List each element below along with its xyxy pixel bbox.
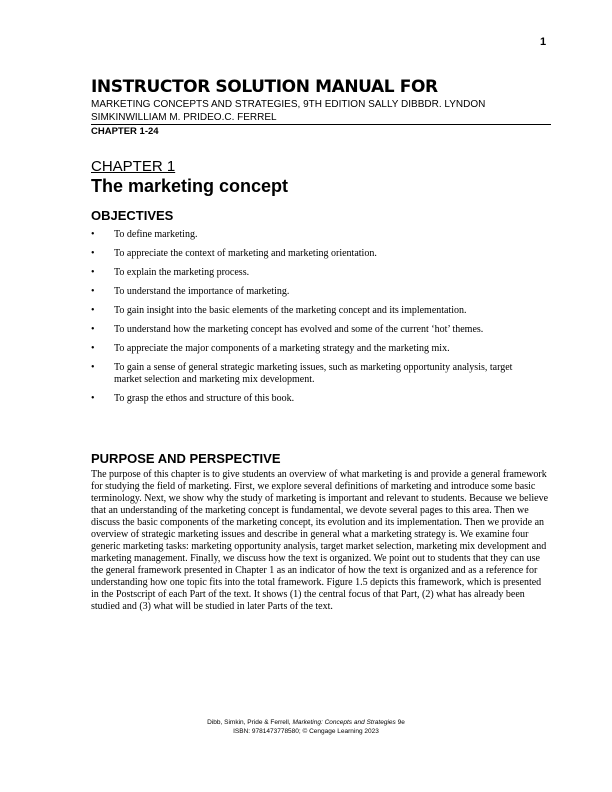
objective-text: To explain the marketing process. bbox=[114, 267, 250, 278]
bullet-icon: • bbox=[91, 305, 95, 316]
objective-item bbox=[91, 324, 531, 336]
objective-text: To understand how the marketing concept has evolved and some of the current ‘hot’ themes. bbox=[114, 324, 484, 335]
objective-item bbox=[91, 229, 531, 241]
footer-edition: 9e bbox=[397, 719, 405, 726]
objective-text: To grasp the ethos and structure of this book. bbox=[114, 393, 295, 404]
page-number: 1 bbox=[540, 36, 547, 48]
objectives-heading: OBJECTIVES bbox=[91, 208, 174, 223]
bullet-icon: • bbox=[91, 267, 95, 278]
objective-item bbox=[91, 362, 531, 386]
objective-text: To define marketing. bbox=[114, 229, 198, 240]
chapter-title: The marketing concept bbox=[91, 176, 289, 196]
chapter-range: CHAPTER 1-24 bbox=[91, 126, 159, 137]
bullet-icon: • bbox=[91, 229, 95, 240]
purpose-paragraph: The purpose of this chapter is to give students an overview of what marketing is and provide a general framework for studying the field of marketing. First, we explore several definitions of marketing and introduce some basic terminology. Next, we show why the study of marketing is important and relevant to students. Because we believe that an understanding of the marketing concept is fundamental, we devote several pages to this area. Then we discuss the basic components of the marketing concept, its evolution and its implementation. Then we provide an overview of strategic marketing issues and describe in general what a marketing strategy is. We examine four generic marketing tasks: marketing opportunity analysis, target market selection, marketing mix development and marketing management. Finally, we discuss how the text is organized. We point out to students that they can use the general framework presented in Chapter 1 as an indicator of how the text is organized and as a reference for understanding how one topic fits into the total framework. Figure 1.5 depicts this framework, which is presented in the Postscript of each Part of the text. It shows (1) the central focus of that Part, (2) what has already been studied and (3) what will be studied in later Parts of the text. bbox=[91, 469, 549, 612]
objective-item bbox=[91, 343, 531, 355]
objective-item bbox=[91, 305, 531, 317]
footer-isbn: ISBN: 9781473778580; © Cengage Learning 2023 bbox=[233, 728, 379, 735]
footer-authors: Dibb, Simkin, Pride & Ferrell, bbox=[207, 719, 291, 726]
objective-item bbox=[91, 248, 531, 260]
objective-text: To appreciate the major components of a marketing strategy and the marketing mix. bbox=[114, 343, 450, 354]
objectives-list bbox=[91, 229, 531, 412]
bullet-icon: • bbox=[91, 393, 95, 404]
bullet-icon: • bbox=[91, 324, 95, 335]
purpose-heading: PURPOSE AND PERSPECTIVE bbox=[91, 451, 281, 466]
footer-book-title: Marketing: Concepts and Strategies bbox=[292, 719, 396, 726]
footer-citation bbox=[0, 718, 612, 727]
objective-item bbox=[91, 267, 531, 279]
objective-item bbox=[91, 393, 531, 405]
objective-text: To understand the importance of marketing. bbox=[114, 286, 290, 297]
header-rule bbox=[91, 124, 551, 125]
bullet-icon: • bbox=[91, 248, 95, 259]
book-subtitle: MARKETING CONCEPTS AND STRATEGIES, 9TH EDITION SALLY DIBBDR. LYNDON SIMKINWILLIAM M. PRIDEO.C. FERREL bbox=[91, 99, 486, 123]
manual-title: INSTRUCTOR SOLUTION MANUAL FOR bbox=[91, 77, 438, 97]
chapter-label: CHAPTER 1 bbox=[91, 158, 176, 175]
page-footer bbox=[0, 718, 612, 736]
bullet-icon: • bbox=[91, 343, 95, 354]
bullet-icon: • bbox=[91, 286, 95, 297]
objective-text: To gain insight into the basic elements of the marketing concept and its implementation. bbox=[114, 305, 467, 316]
objective-text: To appreciate the context of marketing and marketing orientation. bbox=[114, 248, 377, 259]
bullet-icon: • bbox=[91, 362, 95, 373]
objective-text: To gain a sense of general strategic marketing issues, such as marketing opportunity analysis, target market selection and marketing mix development. bbox=[114, 362, 513, 385]
objective-item bbox=[91, 286, 531, 298]
